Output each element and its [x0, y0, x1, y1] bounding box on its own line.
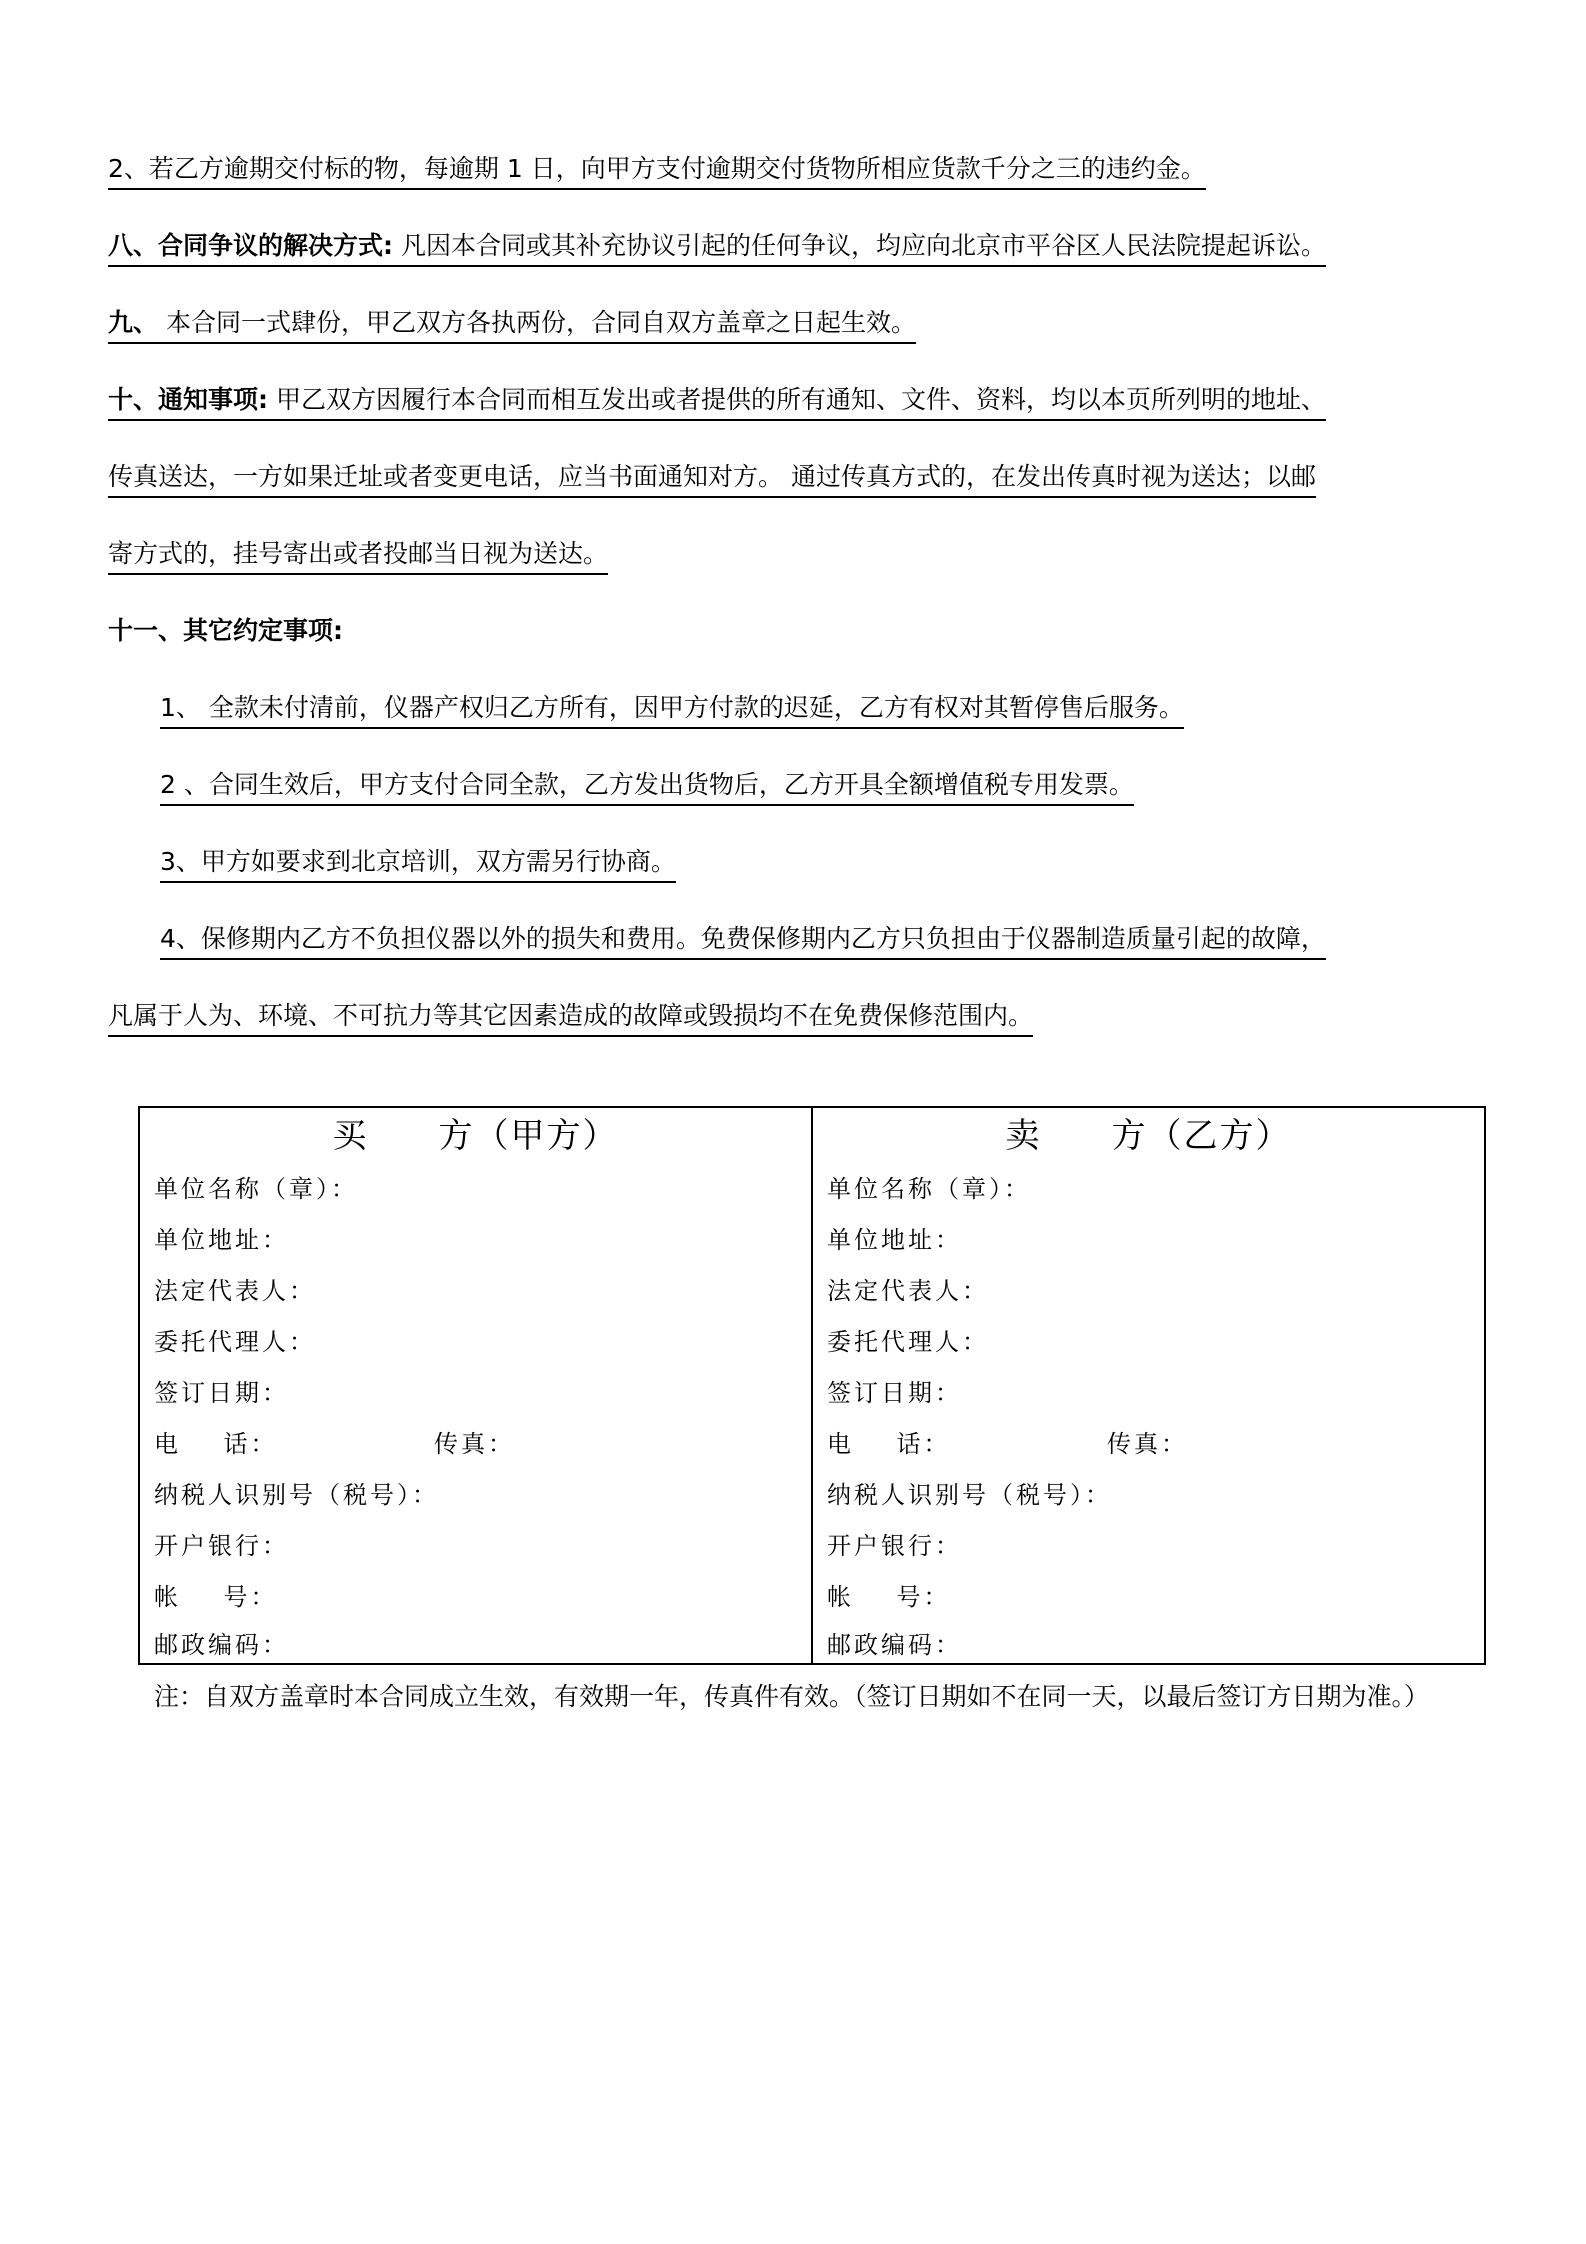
buyer-title: [140, 1114, 811, 1158]
clause-notice-text-2: 传真送达，一方如果迁址或者变更电话，应当书面通知对方。 通过传真方式的，在发出传真时视为送达；以邮: [108, 462, 1316, 491]
seller-account: 帐 号：: [827, 1583, 951, 1611]
buyer-title-right: 方（甲方）: [438, 1116, 619, 1156]
other-item-1-text: 1、 全款未付清前，仪器产权归乙方所有，因甲方付款的迟延，乙方有权对其暂停售后服务。: [160, 693, 1184, 722]
clause-notice-text-3: 寄方式的，挂号寄出或者投邮当日视为送达。: [108, 539, 609, 568]
clause-delay-penalty: [108, 152, 1206, 190]
seller-postcode: 邮政编码：: [827, 1631, 962, 1659]
clause-notice-line-3: [108, 537, 608, 575]
clause-notice-label: 十、通知事项:: [108, 385, 268, 414]
other-item-4-cont: [108, 999, 1033, 1037]
buyer-title-left: 买: [332, 1116, 369, 1156]
clause-delay-text: 2、若乙方逾期交付标的物，每逾期 1 日，向甲方支付逾期交付货物所相应货款千分之三的违约金。: [108, 154, 1206, 183]
clause-copies-text: 本合同一式肆份，甲乙双方各执两份，合同自双方盖章之日起生效。: [165, 308, 916, 337]
seller-title-left: 卖: [1005, 1116, 1042, 1156]
seller-unit-name: 单位名称（章）：: [827, 1175, 1031, 1203]
buyer-legal-rep: 法定代表人：: [154, 1277, 316, 1305]
buyer-agent: 委托代理人：: [154, 1328, 316, 1356]
buyer-phone: 电 话：: [154, 1430, 278, 1458]
clause-notice-text-1: 甲乙双方因履行本合同而相互发出或者提供的所有通知、文件、资料，均以本页所列明的地址、: [275, 385, 1326, 414]
seller-tax-id: 纳税人识别号（税号）：: [827, 1481, 1112, 1509]
other-item-3-text: 3、甲方如要求到北京培训，双方需另行协商。: [160, 847, 676, 876]
other-item-4-text: 4、保修期内乙方不负担仪器以外的损失和费用。免费保修期内乙方只负担由于仪器制造质量引起的故障，: [160, 924, 1326, 953]
seller-bank: 开户银行：: [827, 1532, 962, 1560]
buyer-column: [140, 1108, 811, 1663]
clause-dispute-text: 凡因本合同或其补充协议引起的任何争议，均应向北京市平谷区人民法院提起诉讼。: [400, 231, 1326, 260]
seller-phone-fax-row: [827, 1429, 1188, 1459]
clause-dispute: [108, 229, 1326, 267]
clause-other-heading: [108, 614, 343, 650]
clause-copies-label: 九、: [108, 308, 159, 337]
buyer-sign-date: 签订日期：: [154, 1379, 289, 1407]
seller-title: [813, 1114, 1484, 1158]
clause-dispute-label: 八、合同争议的解决方式:: [108, 231, 393, 260]
seller-address: 单位地址：: [827, 1226, 962, 1254]
buyer-fax: 传真：: [434, 1430, 515, 1458]
buyer-tax-id: 纳税人识别号（税号）：: [154, 1481, 439, 1509]
seller-agent: 委托代理人：: [827, 1328, 989, 1356]
clause-other-label: 十一、其它约定事项:: [108, 616, 343, 645]
buyer-address: 单位地址：: [154, 1226, 289, 1254]
signature-table: [138, 1106, 1486, 1665]
seller-title-right: 方（乙方）: [1111, 1116, 1292, 1156]
other-item-4: [160, 922, 1326, 960]
other-item-1: [160, 691, 1184, 729]
buyer-phone-fax-row: [154, 1429, 515, 1459]
other-item-2-text: 2 、合同生效后，甲方支付合同全款，乙方发出货物后，乙方开具全额增值税专用发票。: [160, 770, 1134, 799]
clause-copies: [108, 306, 916, 344]
clause-notice-line-2: [108, 460, 1316, 498]
buyer-postcode: 邮政编码：: [154, 1631, 289, 1659]
clause-notice-line-1: [108, 383, 1326, 421]
seller-phone: 电 话：: [827, 1430, 951, 1458]
buyer-bank: 开户银行：: [154, 1532, 289, 1560]
other-item-4-cont-text: 凡属于人为、环境、不可抗力等其它因素造成的故障或毁损均不在免费保修范围内。: [108, 1001, 1034, 1030]
seller-fax: 传真：: [1107, 1430, 1188, 1458]
other-item-3: [160, 845, 676, 883]
validity-note: 注：自双方盖章时本合同成立生效，有效期一年，传真件有效。（签订日期如不在同一天，以最后签订方日期为准。）: [154, 1682, 1430, 1711]
buyer-account: 帐 号：: [154, 1583, 278, 1611]
seller-legal-rep: 法定代表人：: [827, 1277, 989, 1305]
other-item-2: [160, 768, 1134, 806]
seller-sign-date: 签订日期：: [827, 1379, 962, 1407]
seller-column: [811, 1108, 1484, 1663]
buyer-unit-name: 单位名称（章）：: [154, 1175, 358, 1203]
